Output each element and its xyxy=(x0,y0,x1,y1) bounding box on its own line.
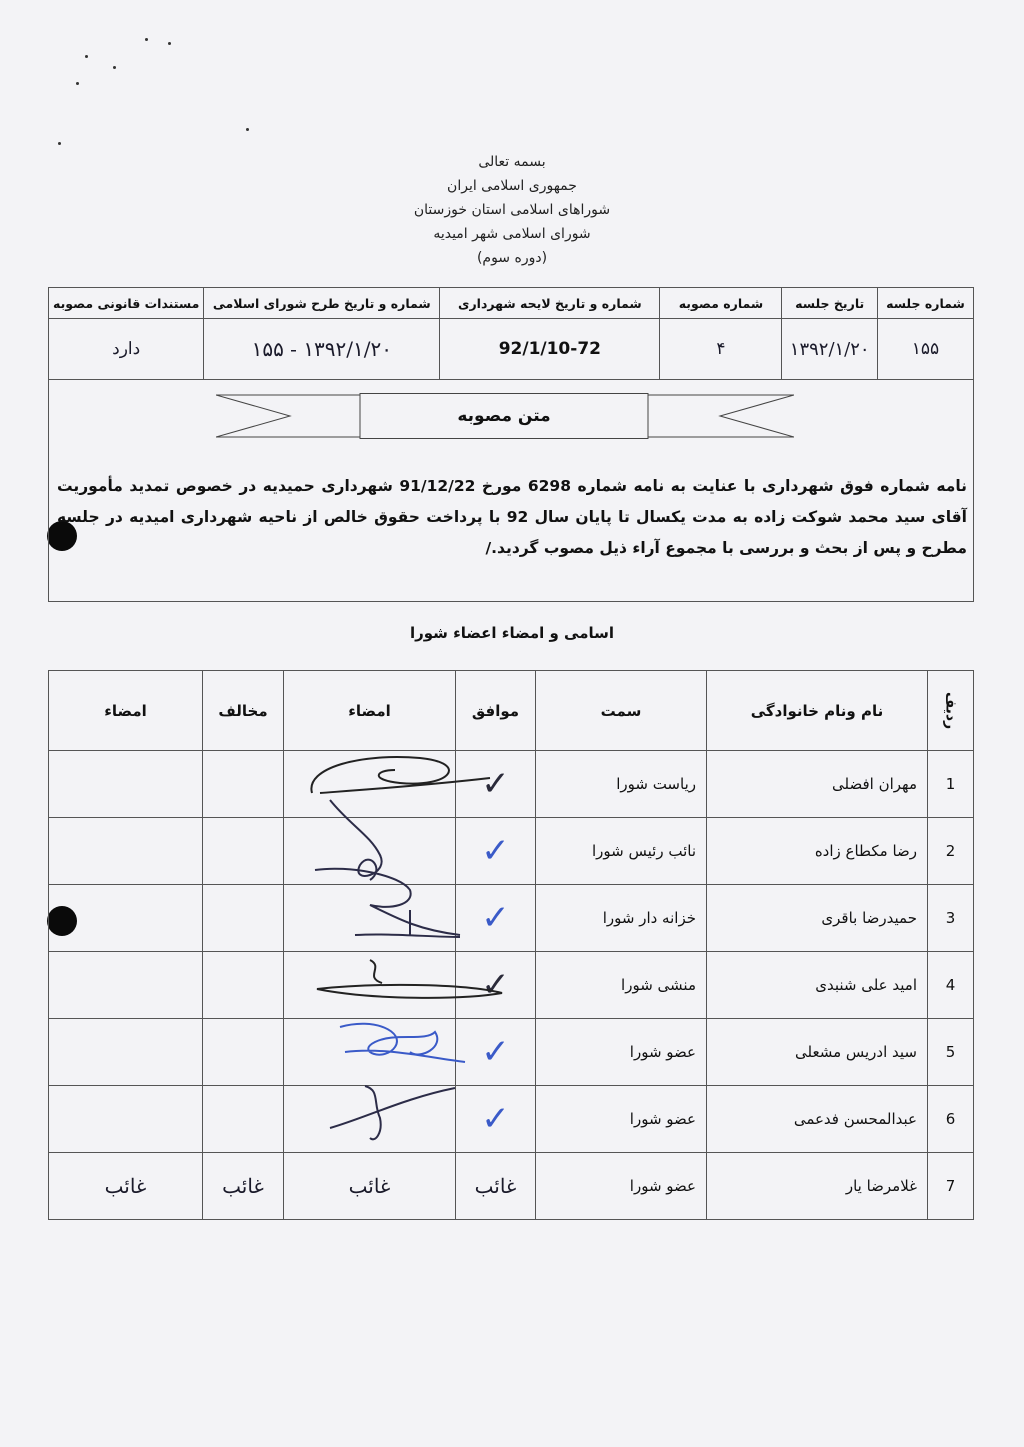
disagree-signature-absent: غائب xyxy=(49,1153,203,1220)
signature-row5 xyxy=(335,1012,475,1082)
member-name: رضا مکطاع زاده xyxy=(707,818,928,885)
disagree-cell xyxy=(203,885,284,952)
signature-row2 xyxy=(310,795,470,945)
header-province-councils: شوراهای اسلامی استان خوزستان xyxy=(413,202,611,218)
table-row xyxy=(49,1153,974,1220)
row-number: 4 xyxy=(928,952,974,1019)
disagree-signature-cell xyxy=(49,1086,203,1153)
table-row xyxy=(49,751,974,818)
disagree-cell xyxy=(203,818,284,885)
header-country: جمهوری اسلامی ایران xyxy=(447,178,577,194)
checkmark-icon: ✓ xyxy=(481,965,510,1005)
meta-header-session-no: شماره جلسه xyxy=(877,288,973,319)
disagree-signature-cell xyxy=(49,818,203,885)
col-header-position: سمت xyxy=(536,671,707,751)
member-role: عضو شورا xyxy=(536,1019,707,1086)
member-role: نائب رئیس شورا xyxy=(536,818,707,885)
member-name: مهران افضلی xyxy=(707,751,928,818)
meta-session-no: ۱۵۵ xyxy=(877,319,973,380)
col-header-agree: موافق xyxy=(456,671,536,751)
disagree-cell xyxy=(203,952,284,1019)
meta-resolution-no: ۴ xyxy=(660,319,782,380)
table-row xyxy=(49,885,974,952)
row-number: 7 xyxy=(928,1153,974,1220)
agree-cell-absent: غائب xyxy=(456,1153,536,1220)
meta-header-municipal-bill: شماره و تاریخ لایحه شهرداری xyxy=(440,288,660,319)
scan-speck xyxy=(168,42,171,45)
scan-speck xyxy=(145,38,148,41)
meta-legal-basis: دارد xyxy=(49,319,204,380)
member-role: منشی شورا xyxy=(536,952,707,1019)
signature-row6 xyxy=(325,1078,475,1148)
disagree-signature-cell xyxy=(49,751,203,818)
disagree-signature-cell xyxy=(49,1019,203,1086)
disagree-cell-absent: غائب xyxy=(203,1153,284,1220)
row-number: 6 xyxy=(928,1086,974,1153)
scan-speck xyxy=(246,128,249,131)
checkmark-icon: ✓ xyxy=(481,898,510,938)
meta-municipal-bill: 92/1/10-72 xyxy=(440,319,660,380)
row-number: 2 xyxy=(928,818,974,885)
disagree-signature-cell xyxy=(49,952,203,1019)
col-header-disagree: مخالف xyxy=(203,671,284,751)
table-row xyxy=(49,1086,974,1153)
scan-speck xyxy=(76,82,79,85)
member-role: خزانه دار شورا xyxy=(536,885,707,952)
meta-session-date: ۱۳۹۲/۱/۲۰ xyxy=(782,319,878,380)
resolution-body xyxy=(48,377,974,602)
member-role: عضو شورا xyxy=(536,1153,707,1220)
checkmark-icon: ✓ xyxy=(481,1099,510,1139)
resolution-text: نامه شماره فوق شهرداری با عنایت به نامه شماره 6298 مورخ 91/12/22 شهرداری حمیدیه در خصوص تمدید مأموریت آقای سید محمد شوکت زاده به مدت یکسال تا پایان سال 92 با پرداخت حقوق خالص از ناحیه شهرداری امیدیه در جلسه مطرح و پس از بحث و بررسی با مجموع آراء ذیل مصوب گردید./ xyxy=(57,477,967,557)
member-role: ریاست شورا xyxy=(536,751,707,818)
row-number: 3 xyxy=(928,885,974,952)
member-name: امید علی شنبدی xyxy=(707,952,928,1019)
scan-speck xyxy=(58,142,61,145)
member-name: حمیدرضا باقری xyxy=(707,885,928,952)
row-number: 1 xyxy=(928,751,974,818)
members-table xyxy=(48,670,974,1220)
checkmark-icon: ✓ xyxy=(481,1032,510,1072)
signature-row4 xyxy=(312,955,512,1005)
disagree-cell xyxy=(203,1086,284,1153)
table-row xyxy=(49,818,974,885)
disagree-cell xyxy=(203,751,284,818)
scan-speck xyxy=(85,55,88,58)
meta-header-session-date: تاریخ جلسه xyxy=(782,288,878,319)
col-header-row-no: ردیف xyxy=(928,671,974,751)
header-basmala: بسمه تعالی xyxy=(478,154,546,170)
col-header-disagree-signature: امضاء xyxy=(49,671,203,751)
member-name: غلامرضا یار xyxy=(707,1153,928,1220)
col-header-agree-signature: امضاء xyxy=(284,671,456,751)
document-header xyxy=(300,150,724,270)
checkmark-icon: ✓ xyxy=(481,764,510,804)
member-name: سید ادریس مشعلی xyxy=(707,1019,928,1086)
checkmark-icon: ✓ xyxy=(481,831,510,871)
meta-header-legal-basis: مستندات قانونی مصوبه xyxy=(49,288,204,319)
members-title: اسامی و امضاء اعضاء شورا xyxy=(409,624,615,642)
member-role: عضو شورا xyxy=(536,1086,707,1153)
meta-header-resolution-no: شماره مصوبه xyxy=(660,288,782,319)
col-header-full-name: نام ونام خانوادگی xyxy=(707,671,928,751)
resolution-banner xyxy=(216,393,794,439)
meta-header-council-plan: شماره و تاریخ طرح شورای اسلامی xyxy=(204,288,440,319)
row-number: 5 xyxy=(928,1019,974,1086)
resolution-title: متن مصوبه xyxy=(457,406,551,426)
scan-speck xyxy=(113,66,116,69)
meta-council-plan: ۱۳۹۲/۱/۲۰ - ۱۵۵ xyxy=(204,319,440,380)
resolution-meta-table xyxy=(48,287,974,380)
disagree-signature-cell xyxy=(49,885,203,952)
agree-signature-absent: غائب xyxy=(284,1153,456,1220)
header-city-council: شورای اسلامی شهر امیدیه xyxy=(433,226,591,242)
table-row xyxy=(49,1019,974,1086)
member-name: عبدالمحسن فدعمی xyxy=(707,1086,928,1153)
disagree-cell xyxy=(203,1019,284,1086)
header-term: (دوره سوم) xyxy=(476,250,548,266)
